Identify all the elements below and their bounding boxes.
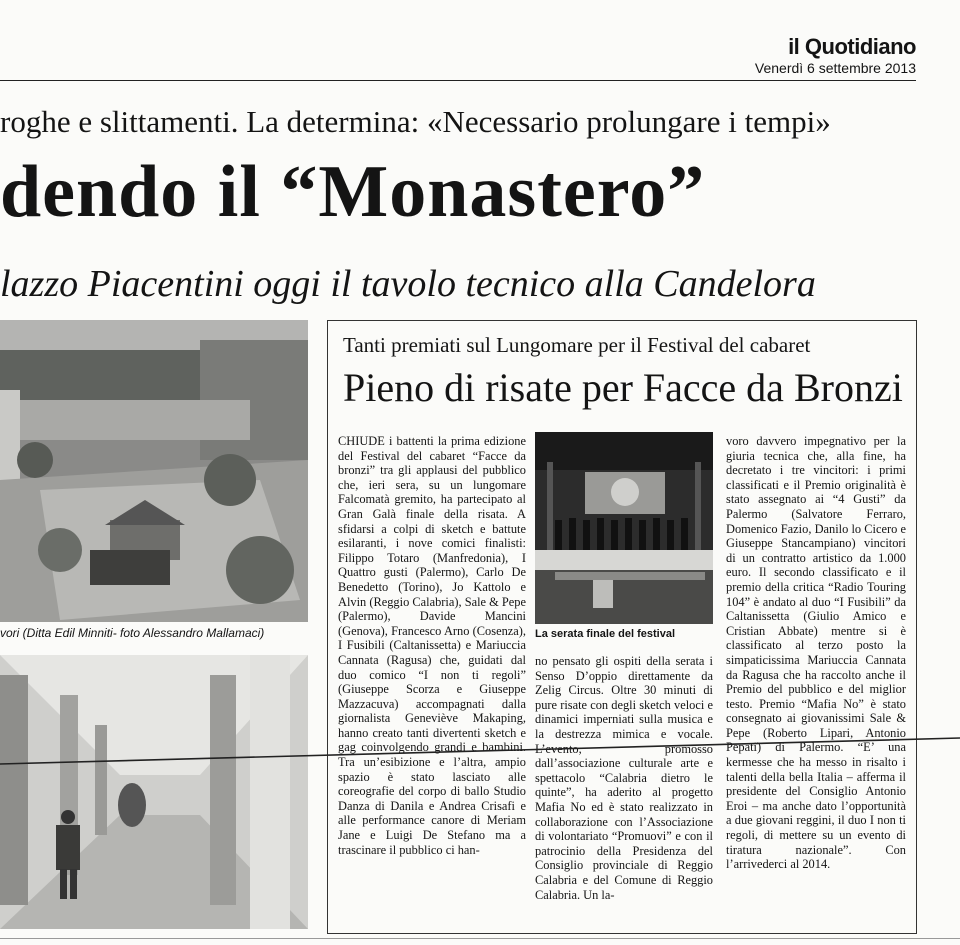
newspaper-masthead: il Quotidiano [788, 34, 916, 59]
article-column-2-text: no pensato gli ospiti della serata i Senso D’oppio direttamente da Zelig Circus. Oltre 30 minuti di pure risate con degli sketch veloci e dinamici imperniati sulla musica e la destrezza mimica e vocale. L’evento, promosso dall’associazione culturale arte e spettacolo “Calabria dietro le quinte”, ha aderito al progetto Mafia No ed è stato realizzato in collaborazione con l’Associazione di volontariato “Promuovi” e con il patrocinio della Presidenza del Consiglio provinciale di Reggio Calabria e del Comune di Reggio Calabria. Un la- [535, 654, 713, 902]
right-article-kicker: Tanti premiati sul Lungomare per il Festival del cabaret [343, 333, 811, 357]
masthead-rule [0, 80, 916, 81]
left-article-kicker: roghe e slittamenti. La determina: «Necessario prolungare i tempi» [0, 104, 831, 139]
left-photo-caption: vori (Ditta Edil Minniti- foto Alessandro Mallamaci) [0, 626, 265, 640]
page-bottom-rule [0, 938, 960, 939]
monastery-aerial-photo [0, 320, 308, 622]
article-column-3-text: voro davvero impegnativo per la giuria tecnica che, alla fine, ha decretato i tre vincitori: i primi classificati e il Premio originalità è stato assegnato ai “4 Gusti” da Palermo (Salvatore Ferraro, Domenico Fazio, Danilo lo Cicero e Giuseppe Stancampiano) vincitori di un contratto artistico da 1.000 euro. Il secondo classificato e il premio della critica “Radio Touring 104” è andato al duo “I Fusibili” da Caltanissetta (Giulio Amico e Cristian Abbate) mentre si è classificato al terzo posto la simpaticissima Mariuccia Cannata da Ragusa che ha raccolto anche il Premio del pubblico e del miglior testo. Premio “Mafia No” è stato consegnato ai giovanissimi Sale & Pepe (Roberto Lipari, Antonio Pepati) di Palermo. “E’ una kermesse che ha messo in risalto i talenti della bella Italia – afferma il presidente del Consiglio Antonio Eroi – ma anche dato l’opportunità a due giovani reggini, il duo I non ti regoli, di mettere su un evento di tiratura nazionale”. Con l’arrivederci al 2014. [726, 434, 906, 872]
right-article-headline: Pieno di risate per Facce da Bronzi [343, 365, 903, 410]
article-column-1 [338, 434, 526, 930]
left-article-headline: dendo il “Monastero” [0, 151, 706, 233]
stage-photo-caption: La serata finale del festival [535, 628, 676, 640]
festival-stage-photo [535, 432, 713, 624]
publication-date: Venerdì 6 settembre 2013 [754, 60, 916, 76]
scan-artifact-line [0, 736, 960, 776]
cloister-corridor-photo [0, 655, 308, 929]
left-article-subheadline: lazzo Piacentini oggi il tavolo tecnico alla Candelora [0, 263, 816, 305]
article-column-3 [726, 434, 906, 930]
article-column-2 [535, 654, 713, 930]
article-column-1-text: CHIUDE i battenti la prima edizione del Festival del cabaret “Facce da bronzi” tra gli applausi del pubblico che, ieri sera, su un lungomare Falcomatà gremito, ha partecipato al Gran Galà finale della risata. A sfidarsi a colpi di sketch e battute esilaranti, i nove comici finalisti: Filippo Totaro (Manfredonia), I Quattro gusti (Palermo), Carlo De Benedetto (Torino), Jo Kattolo e Alvin (Reggio Calabria), Sale & Pepe (Palermo), Davide Mancini (Genova), Francesco Arno (Cosenza), I Fusibili (Caltanissetta) e Mariuccia Cannata (Ragusa) che, guidati dal duo comico “I non ti regoli” (Giuseppe Scorza e Giuseppe Mazzacuva) accompagnati dalla giornalista Geneviève Makaping, hanno creato tanti divertenti sketch e gag coinvolgendo grandi e bambini. Tra un’esibizione e l’altra, ampio spazio è stato lasciato alle coreografie del corpo di ballo Studio Danza di Danila e Andrea Crisafi e alle performance canore di Meriam Jane e Luigi De Stefano ma a trascinare il pubblico ci han- [338, 434, 526, 857]
